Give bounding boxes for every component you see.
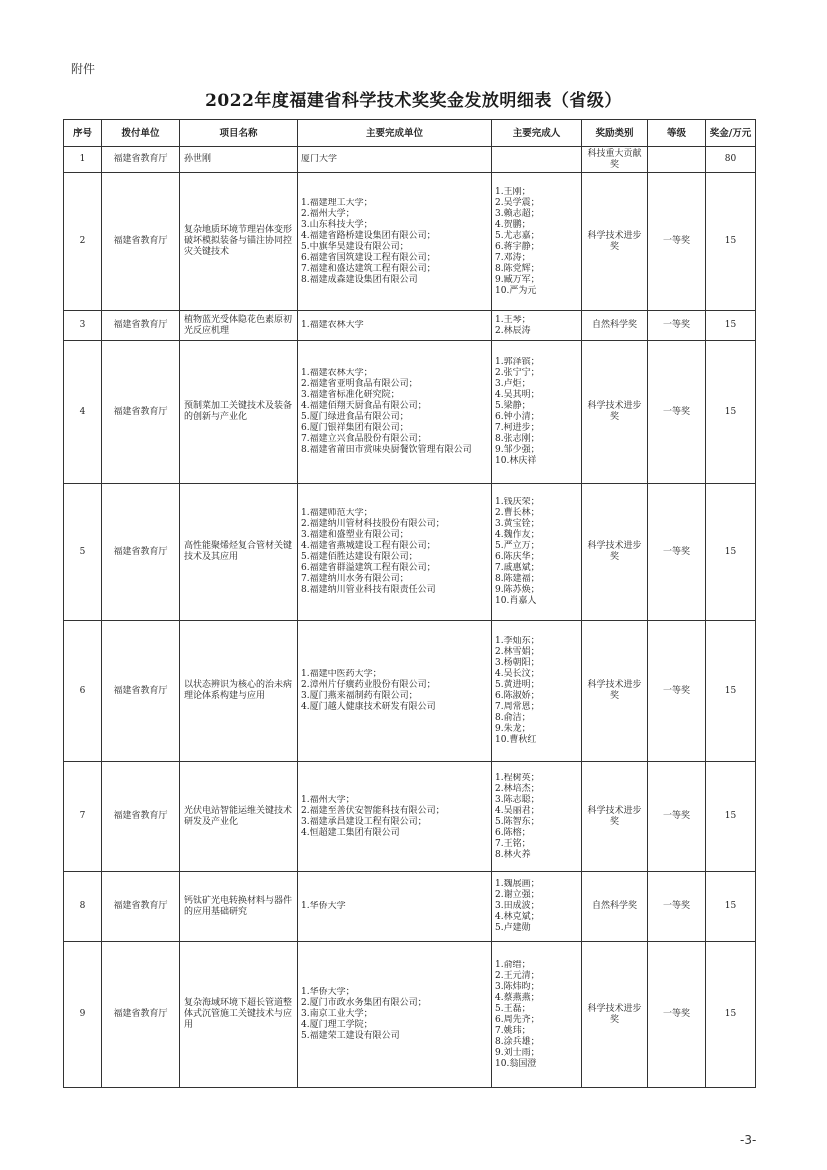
project-name: 光伏电站智能运维关键技术研发及产业化: [184, 805, 293, 827]
person-item: 6.钟小清；: [495, 412, 540, 422]
row-number: 4: [79, 406, 86, 417]
person-item: 3.赖志超；: [495, 208, 540, 219]
cell-payer: [102, 872, 180, 942]
payer-name: 福建省教育厅: [113, 901, 168, 911]
unit-item: 3.福建承昌建设工程有限公司；: [301, 816, 427, 827]
people-list: [495, 187, 578, 297]
cell-grade: [648, 762, 706, 872]
person-item: 7.柯进步；: [495, 423, 540, 433]
unit-item: 厦门大学: [301, 154, 338, 164]
people-list: [495, 879, 578, 934]
cell-project: [180, 942, 298, 1088]
page-title: 2022年度福建省科学技术奖奖金发放明细表（省级）: [205, 91, 622, 111]
row-number: 7: [79, 811, 86, 821]
unit-item: 2.厦门市政水务集团有限公司；: [301, 998, 427, 1008]
payer-name: 福建省教育厅: [113, 685, 168, 696]
cell-project: [180, 173, 298, 311]
cell-units: [298, 341, 492, 484]
cell-payer: [102, 484, 180, 621]
cell-project: [180, 311, 298, 341]
payer-name: 福建省教育厅: [113, 320, 168, 330]
cell-bonus: [706, 942, 756, 1088]
unit-item: 4.厦门理工学院；: [301, 1020, 373, 1030]
project-name: 植物蓝光受体隐花色素原初光反应机理: [184, 314, 293, 336]
unit-item: 3.福建和盛塑业有限公司；: [301, 530, 409, 540]
award-grade: 一等奖: [662, 546, 690, 557]
cell-people: [492, 872, 582, 942]
table-row: [64, 872, 756, 942]
bonus-amount: 80: [724, 154, 737, 164]
cell-grade: [648, 147, 706, 173]
table-row: [64, 621, 756, 762]
person-item: 1.钱庆荣；: [495, 497, 540, 507]
cell-payer: [102, 942, 180, 1088]
person-item: 5.严立万；: [495, 541, 540, 551]
person-item: 4.贺鹏；: [495, 219, 531, 230]
project-name: 高性能聚烯烃复合管材关键技术及其应用: [184, 541, 293, 562]
table-row: [64, 942, 756, 1088]
people-list: [495, 773, 578, 861]
award-category: 自然科学奖: [591, 320, 637, 330]
cell-grade: [648, 173, 706, 311]
person-item: 5.卢建勋: [495, 923, 531, 933]
person-item: 8.俞洁；: [495, 713, 531, 723]
row-number: 3: [79, 320, 86, 330]
cell-category: [582, 942, 648, 1088]
unit-item: 3.南京工业大学；: [301, 1009, 373, 1019]
unit-item: 8.福建成森建设集团有限公司: [301, 274, 418, 285]
person-item: 10.肖嘉人: [495, 596, 537, 606]
cell-grade: [648, 311, 706, 341]
unit-item: 2.福建至善伏安智能科技有限公司；: [301, 805, 445, 816]
person-item: 7.王铭；: [495, 838, 531, 849]
cell-payer: [102, 147, 180, 173]
cell-people: [492, 942, 582, 1088]
cell-no: [64, 942, 102, 1088]
person-item: 6.蒋宇静；: [495, 241, 540, 252]
award-grade: 一等奖: [662, 811, 690, 821]
unit-item: 3.福建省标准化研究院；: [301, 390, 400, 400]
cell-units: [298, 147, 492, 173]
unit-item: 4.福建省燕城建设工程有限公司；: [301, 541, 436, 551]
bonus-amount: 15: [724, 236, 737, 246]
table-header-row: [64, 120, 756, 147]
award-grade: 一等奖: [662, 901, 690, 911]
project-name: 复杂海域环境下超长管道整体式沉管施工关键技术与应用: [184, 998, 293, 1030]
person-item: 5.黄进明；: [495, 680, 540, 690]
bonus-amount: 15: [724, 1009, 737, 1019]
unit-list: [301, 154, 488, 165]
column-header-project: 项目名称: [180, 120, 298, 147]
table-row: [64, 762, 756, 872]
row-number: 5: [79, 546, 86, 557]
person-item: 1.程树英；: [495, 772, 540, 783]
column-header-bonus: 奖金/万元: [706, 120, 756, 147]
cell-no: [64, 872, 102, 942]
cell-payer: [102, 311, 180, 341]
page-number: -3-: [740, 1133, 757, 1147]
cell-people: [492, 762, 582, 872]
cell-bonus: [706, 872, 756, 942]
column-header-category: 奖励类别: [582, 120, 648, 147]
unit-item: 1.福建理工大学；: [301, 197, 373, 208]
payer-name: 福建省教育厅: [113, 1009, 168, 1019]
award-category: 科学技术进步奖: [587, 401, 642, 422]
person-item: 8.陈建福；: [495, 574, 540, 584]
cell-category: [582, 311, 648, 341]
unit-item: 1.福建中医药大学；: [301, 669, 382, 679]
project-name: 复杂地质环境节理岩体变形破坏模拟装备与锚注协同控灾关键技术: [184, 225, 293, 257]
cell-grade: [648, 341, 706, 484]
unit-list: [301, 901, 488, 912]
cell-bonus: [706, 762, 756, 872]
person-item: 9.陈苏焕；: [495, 585, 540, 595]
unit-item: 4.厦门越人健康技术研发有限公司: [301, 702, 436, 712]
person-item: 9.刘士雨；: [495, 1047, 540, 1058]
award-grade: 一等奖: [662, 685, 690, 696]
cell-units: [298, 173, 492, 311]
unit-list: [301, 508, 488, 596]
cell-category: [582, 147, 648, 173]
cell-payer: [102, 341, 180, 484]
unit-item: 5.福建荣工建设有限公司: [301, 1031, 400, 1041]
cell-bonus: [706, 147, 756, 173]
person-item: 3.黄宝铨；: [495, 519, 540, 529]
person-item: 1.李灿东；: [495, 636, 540, 646]
cell-units: [298, 484, 492, 621]
unit-list: [301, 795, 488, 839]
unit-item: 2.福建纳川管材科技股份有限公司；: [301, 519, 445, 529]
table-row: [64, 484, 756, 621]
unit-item: 2.漳州片仔癀药业股份有限公司；: [301, 680, 436, 690]
person-item: 3.田成波；: [495, 901, 540, 911]
cell-project: [180, 484, 298, 621]
people-list: [495, 960, 578, 1070]
unit-item: 7.福建纳川水务有限公司；: [301, 574, 409, 584]
cell-people: [492, 621, 582, 762]
person-item: 9.朱龙；: [495, 724, 531, 734]
person-item: 2.林辰涛: [495, 325, 531, 336]
cell-project: [180, 872, 298, 942]
attachment-label: 附件: [71, 62, 96, 76]
person-item: 3.杨朝阳；: [495, 658, 540, 668]
project-name: 孙世刚: [184, 154, 212, 164]
person-item: 4.魏作友；: [495, 530, 540, 540]
person-item: 10.严为元: [495, 285, 537, 296]
row-number: 2: [79, 236, 86, 246]
person-item: 7.周常恩；: [495, 702, 540, 712]
project-name: 钙钛矿光电转换材料与器件的应用基础研究: [184, 895, 293, 917]
award-grade: 一等奖: [662, 236, 690, 246]
unit-item: 6.福建省国筑建设工程有限公司；: [301, 252, 436, 263]
cell-project: [180, 621, 298, 762]
cell-bonus: [706, 311, 756, 341]
cell-units: [298, 621, 492, 762]
person-item: 4.林克斌；: [495, 912, 540, 922]
payer-name: 福建省教育厅: [113, 546, 168, 557]
person-item: 10.翁国澄: [495, 1058, 537, 1069]
unit-item: 3.厦门燕来福制药有限公司；: [301, 691, 418, 701]
award-category: 科学技术进步奖: [587, 541, 642, 562]
person-item: 8.陈党辉；: [495, 263, 540, 274]
person-item: 7.邓涛；: [495, 252, 531, 263]
cell-bonus: [706, 341, 756, 484]
cell-no: [64, 621, 102, 762]
payer-name: 福建省教育厅: [113, 811, 168, 821]
person-item: 6.陈榕；: [495, 827, 531, 838]
table-row: [64, 311, 756, 341]
person-item: 5.陈智东；: [495, 816, 540, 827]
row-number: 8: [79, 901, 86, 911]
column-header-payer: 拨付单位: [102, 120, 180, 147]
unit-list: [301, 320, 488, 331]
cell-bonus: [706, 173, 756, 311]
unit-item: 5.福建佰胜达建设有限公司；: [301, 552, 418, 562]
person-item: 7.戚惠斌；: [495, 563, 540, 573]
project-name: 预制菜加工关键技术及装备的创新与产业化: [184, 401, 293, 422]
person-item: 2.曹长林；: [495, 508, 540, 518]
cell-category: [582, 872, 648, 942]
cell-no: [64, 762, 102, 872]
unit-item: 1.华侨大学: [301, 901, 346, 911]
person-item: 4.吴长汶；: [495, 669, 540, 679]
bonus-amount: 15: [724, 546, 737, 557]
cell-no: [64, 311, 102, 341]
bonus-amount: 15: [724, 811, 737, 821]
unit-list: [301, 198, 488, 286]
person-item: 4.吴丽君；: [495, 805, 540, 816]
cell-category: [582, 762, 648, 872]
award-category: 科学技术进步奖: [587, 230, 642, 252]
award-grade: 一等奖: [662, 1009, 690, 1019]
award-category: 科学技术进步奖: [587, 680, 642, 701]
unit-item: 2.福州大学；: [301, 208, 355, 219]
cell-no: [64, 147, 102, 173]
cell-project: [180, 147, 298, 173]
person-item: 10.林庆祥: [495, 456, 537, 466]
table-row: [64, 147, 756, 173]
award-table: [63, 119, 756, 1088]
cell-units: [298, 311, 492, 341]
cell-people: [492, 311, 582, 341]
unit-list: [301, 669, 488, 713]
unit-item: 3.山东科技大学；: [301, 219, 373, 230]
cell-category: [582, 173, 648, 311]
person-item: 1.俞缙；: [495, 959, 531, 970]
project-name: 以状态辨识为核心的治未病理论体系构建与应用: [184, 680, 293, 701]
unit-item: 7.福建和盛达建筑工程有限公司；: [301, 263, 436, 274]
person-item: 2.林培杰；: [495, 783, 540, 794]
column-header-units: 主要完成单位: [298, 120, 492, 147]
person-item: 8.林火养: [495, 849, 531, 860]
bonus-amount: 15: [724, 901, 737, 911]
person-item: 1.王琴；: [495, 314, 531, 325]
person-item: 5.王磊；: [495, 1003, 531, 1014]
unit-list: [301, 987, 488, 1042]
row-number: 1: [79, 154, 86, 164]
person-item: 2.张宁宁；: [495, 368, 540, 378]
column-header-grade: 等级: [648, 120, 706, 147]
unit-item: 1.福建师范大学；: [301, 508, 373, 518]
unit-item: 1.福建农林大学；: [301, 368, 373, 378]
unit-item: 1.福建农林大学: [301, 320, 364, 330]
payer-name: 福建省教育厅: [113, 236, 168, 246]
person-item: 1.郭泽镔；: [495, 357, 540, 367]
person-item: 7.姚玮；: [495, 1025, 531, 1036]
person-item: 9.邹少强；: [495, 445, 540, 455]
unit-item: 1.福州大学；: [301, 794, 355, 805]
cell-grade: [648, 942, 706, 1088]
person-item: 6.陈淑娇；: [495, 691, 540, 701]
person-item: 10.曹秋红: [495, 735, 537, 745]
cell-bonus: [706, 621, 756, 762]
award-category: 科技重大贡献奖: [587, 148, 642, 170]
unit-list: [301, 368, 488, 456]
person-item: 3.卢炬；: [495, 379, 531, 389]
cell-payer: [102, 173, 180, 311]
bonus-amount: 15: [724, 320, 737, 330]
cell-people: [492, 341, 582, 484]
award-grade: 一等奖: [662, 320, 690, 330]
person-item: 2.谢立强；: [495, 890, 540, 900]
unit-item: 5.中旗华昊建设有限公司；: [301, 241, 409, 252]
cell-grade: [648, 484, 706, 621]
cell-project: [180, 762, 298, 872]
award-grade: 一等奖: [662, 406, 690, 417]
unit-item: 6.福建省群溢建筑工程有限公司；: [301, 563, 436, 573]
cell-no: [64, 341, 102, 484]
unit-item: 4.福建佰翔天厨食品有限公司；: [301, 401, 427, 411]
person-item: 2.吴学震；: [495, 197, 540, 208]
cell-category: [582, 484, 648, 621]
unit-item: 4.恒超建工集团有限公司: [301, 827, 400, 838]
row-number: 9: [79, 1009, 86, 1019]
unit-item: 5.厦门绿进食品有限公司；: [301, 412, 409, 422]
cell-grade: [648, 872, 706, 942]
award-category: 自然科学奖: [591, 901, 637, 911]
people-list: [495, 357, 578, 467]
person-item: 3.陈志聪；: [495, 794, 540, 805]
person-item: 1.王刚；: [495, 186, 531, 197]
column-header-no: 序号: [64, 120, 102, 147]
people-list: [495, 315, 578, 337]
unit-item: 8.福建纳川管业科技有限责任公司: [301, 585, 436, 595]
unit-item: 4.福建省路桥建设集团有限公司；: [301, 230, 436, 241]
payer-name: 福建省教育厅: [113, 154, 168, 164]
cell-payer: [102, 621, 180, 762]
person-item: 6.周先齐；: [495, 1014, 540, 1025]
unit-item: 8.福建省莆田市赏味央厨餐饮管理有限公司: [301, 445, 472, 455]
bonus-amount: 15: [724, 685, 737, 696]
unit-item: 2.福建省亚明食品有限公司；: [301, 379, 418, 389]
cell-category: [582, 621, 648, 762]
cell-units: [298, 872, 492, 942]
person-item: 5.尤志嘉；: [495, 230, 540, 241]
person-item: 4.吴其明；: [495, 390, 540, 400]
row-number: 6: [79, 685, 86, 696]
cell-bonus: [706, 484, 756, 621]
person-item: 2.王元清；: [495, 970, 540, 981]
person-item: 3.陈炜昀；: [495, 981, 540, 992]
person-item: 4.蔡燕燕；: [495, 992, 540, 1003]
people-list: [495, 636, 578, 746]
person-item: 1.魏展画；: [495, 879, 540, 889]
column-header-people: 主要完成人: [492, 120, 582, 147]
unit-item: 6.厦门银祥集团有限公司；: [301, 423, 409, 433]
unit-item: 7.福建立兴食品股份有限公司；: [301, 434, 427, 444]
unit-item: 1.华侨大学；: [301, 987, 355, 997]
person-item: 9.臧万军；: [495, 274, 540, 285]
cell-people: [492, 147, 582, 173]
cell-people: [492, 173, 582, 311]
cell-grade: [648, 621, 706, 762]
bonus-amount: 15: [724, 406, 737, 417]
person-item: 6.陈庆华；: [495, 552, 540, 562]
cell-units: [298, 762, 492, 872]
cell-payer: [102, 762, 180, 872]
payer-name: 福建省教育厅: [113, 406, 168, 417]
cell-no: [64, 173, 102, 311]
cell-people: [492, 484, 582, 621]
person-item: 2.林雪娟；: [495, 647, 540, 657]
cell-category: [582, 341, 648, 484]
person-item: 8.张志刚；: [495, 434, 540, 444]
cell-project: [180, 341, 298, 484]
cell-no: [64, 484, 102, 621]
table-row: [64, 341, 756, 484]
award-category: 科学技术进步奖: [587, 1003, 642, 1025]
table-row: [64, 173, 756, 311]
person-item: 5.梁静；: [495, 401, 531, 411]
people-list: [495, 497, 578, 607]
cell-units: [298, 942, 492, 1088]
person-item: 8.涂兵雄；: [495, 1036, 540, 1047]
award-category: 科学技术进步奖: [587, 805, 642, 827]
